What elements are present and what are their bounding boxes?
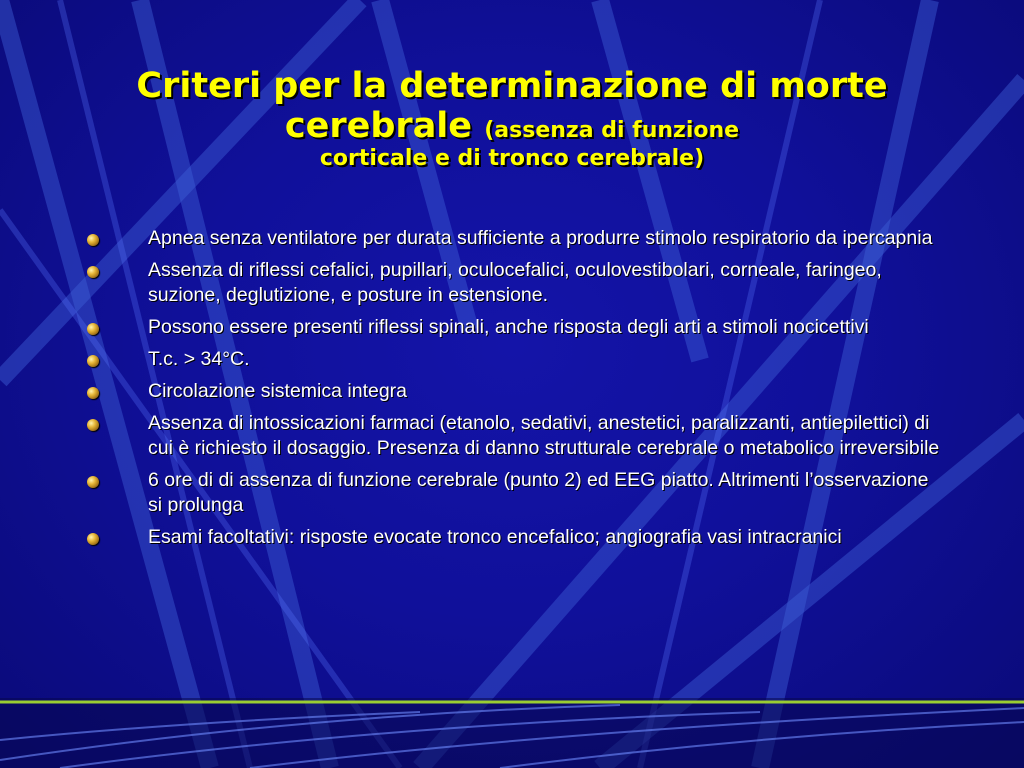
title-sub-line: corticale e di tronco cerebrale) (319, 146, 705, 171)
gold-sphere-bullet-icon (87, 419, 99, 431)
title-sub-inline: (assenza di funzione (484, 118, 740, 143)
slide-title (80, 66, 944, 172)
bullet-item (84, 347, 944, 372)
gold-sphere-bullet-icon (87, 533, 99, 545)
title-main-text: Criteri per la determinazione di morte cerebrale (136, 66, 888, 146)
bullet-item (84, 379, 944, 404)
gold-sphere-bullet-icon (87, 355, 99, 367)
gold-sphere-bullet-icon (87, 266, 99, 278)
bullet-item (84, 468, 944, 518)
bullet-text: T.c. > 34°C. (148, 348, 250, 370)
gold-sphere-bullet-icon (87, 323, 99, 335)
bullet-list (84, 226, 944, 557)
gold-sphere-bullet-icon (87, 234, 99, 246)
bullet-item (84, 525, 944, 550)
bullet-text: Assenza di intossicazioni farmaci (etanolo, sedativi, anestetici, paralizzanti, antiepilettici) di cui è richiesto il dosaggio. Presenza di danno strutturale cerebrale o metabolico irreversibile (148, 412, 940, 459)
bullet-item (84, 315, 944, 340)
bullet-text: Esami facoltativi: risposte evocate tronco encefalico; angiografia vasi intracranici (148, 526, 842, 548)
bullet-item (84, 258, 944, 308)
bullet-item (84, 226, 944, 251)
bullet-text: Apnea senza ventilatore per durata sufficiente a produrre stimolo respiratorio da ipercapnia (148, 227, 933, 249)
bullet-item (84, 411, 944, 461)
gold-sphere-bullet-icon (87, 387, 99, 399)
gold-sphere-bullet-icon (87, 476, 99, 488)
bullet-text: 6 ore di di assenza di funzione cerebrale (punto 2) ed EEG piatto. Altrimenti l’osservazione si prolunga (148, 469, 929, 516)
bullet-text: Possono essere presenti riflessi spinali, anche risposta degli arti a stimoli nocicettivi (148, 316, 869, 338)
bullet-text: Circolazione sistemica integra (148, 380, 408, 402)
bullet-text: Assenza di riflessi cefalici, pupillari, oculocefalici, oculovestibolari, corneale, faringeo, suzione, deglutizione, e posture in estensione. (148, 259, 882, 306)
